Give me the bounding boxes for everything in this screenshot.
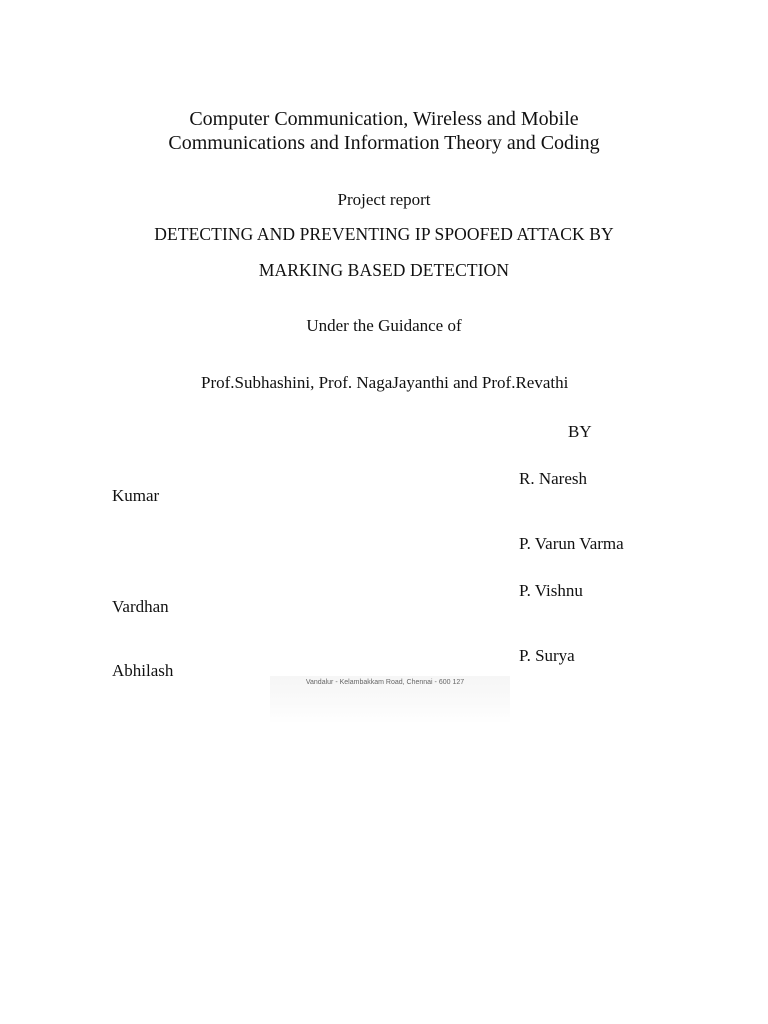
project-title-line-1: DETECTING AND PREVENTING IP SPOOFED ATTACK BY xyxy=(154,224,614,244)
author-4-last: Abhilash xyxy=(112,661,174,680)
guide-names: Prof.Subhashini, Prof. NagaJayanthi and Prof.Revathi xyxy=(201,373,569,392)
address-stamp-image xyxy=(270,676,510,724)
report-type: Project report xyxy=(337,190,431,209)
by-label: BY xyxy=(568,422,592,441)
course-title-line-2: Communications and Information Theory and Coding xyxy=(168,132,600,154)
course-title-line-1: Computer Communication, Wireless and Mobile xyxy=(189,108,579,130)
author-3-first: P. Vishnu xyxy=(519,581,583,600)
author-1-last: Kumar xyxy=(112,486,160,505)
author-2-first: P. Varun Varma xyxy=(519,534,624,553)
project-title-line-2: MARKING BASED DETECTION xyxy=(258,260,510,280)
author-4-first: P. Surya xyxy=(519,646,575,665)
guidance-label: Under the Guidance of xyxy=(306,316,462,335)
address-stamp-text: Vandalur - Kelambakkam Road, Chennai - 600 127 xyxy=(305,679,465,686)
author-1-first: R. Naresh xyxy=(519,469,587,488)
author-3-last: Vardhan xyxy=(112,597,169,616)
